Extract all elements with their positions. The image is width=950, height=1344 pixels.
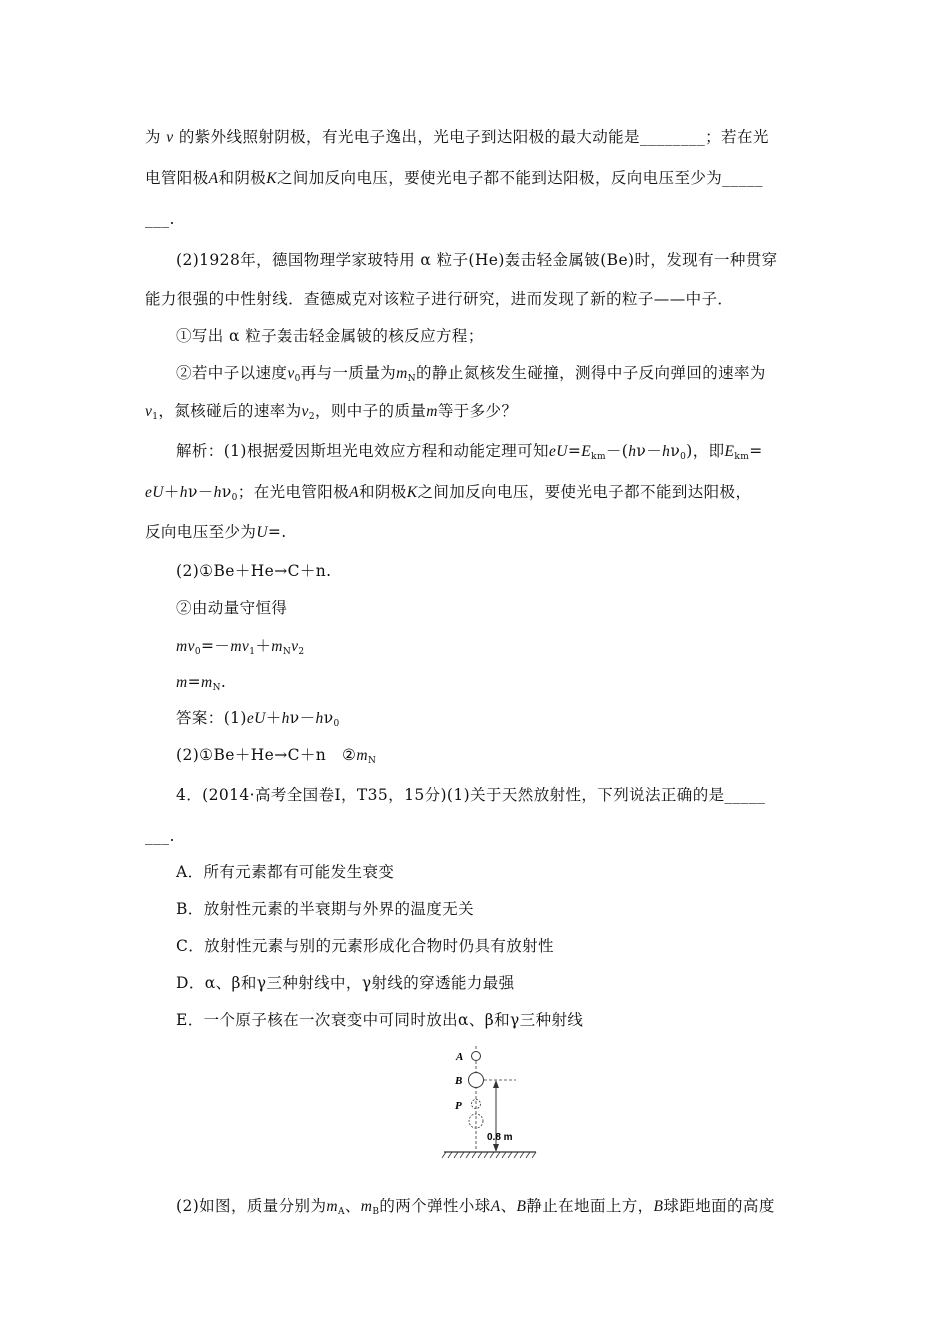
line-9: 解析：(1)根据爱因斯坦光电效应方程和动能定理可知$eU=E_{km}-(h\nu-h\nu_0)$，即$E_{km}=$	[176, 442, 763, 462]
option-d: D．α、β和γ三种射线中，γ射线的穿透能力最强	[176, 974, 515, 992]
line-3: ___.	[145, 210, 175, 228]
line-12: (2)①Be＋He→C＋n.	[176, 562, 332, 580]
label-a: A	[456, 1051, 464, 1063]
line-14: $mv_0=-mv_1+m_Nv_2$	[176, 637, 305, 657]
line-11: 反向电压至少为U=.	[145, 523, 287, 541]
line-7: ②若中子以速度$v_0$再与一质量为$m_N$的静止氮核发生碰撞，测得中子反向弹回的速率为	[176, 364, 766, 384]
line-16: 答案：$(1)eU+h\nu-h\nu_0$	[176, 709, 340, 729]
ball-a	[472, 1052, 481, 1061]
option-c: C．放射性元素与别的元素形成化合物时仍具有放射性	[176, 937, 554, 955]
ball-drop-figure	[440, 1046, 540, 1164]
line-4: (2)1928年，德国物理学家玻特用 α 粒子(He)轰击轻金属铍(Be)时，发现有一种贯穿	[176, 251, 778, 269]
height-label: 0.8 m	[487, 1132, 513, 1143]
option-b: B．放射性元素的半衰期与外界的温度无关	[176, 900, 474, 918]
label-b: B	[455, 1075, 463, 1087]
line-18: 4．(2014·高考全国卷Ⅰ，T35，15分)(1)关于天然放射性，下列说法正确的是_____	[176, 786, 766, 804]
option-e: E．一个原子核在一次衰变中可同时放出α、β和γ三种射线	[176, 1011, 584, 1029]
line-10: $eU+h\nu-h\nu_0$；在光电管阳极A和阴极K之间加反向电压，要使光电子都不能到达阳极，	[145, 483, 752, 503]
line-17: (2)①Be＋He→C＋n $②m_N$	[176, 746, 377, 766]
option-a: A．所有元素都有可能发生衰变	[176, 863, 395, 881]
line-8: $v_1$，氮核碰后的速率为$v_2$，则中子的质量m等于多少？	[145, 402, 518, 422]
line-13: ②由动量守恒得	[176, 599, 288, 617]
line-15: $m=m_N$.	[176, 673, 227, 693]
line-2: 电管阳极A和阴极K之间加反向电压，要使光电子都不能到达阳极，反向电压至少为_____	[145, 169, 763, 187]
line-1: 为 ν 的紫外线照射阴极，有光电子逸出，光电子到达阳极的最大动能是________；若在光	[145, 128, 769, 146]
line-5: 能力很强的中性射线．查德威克对该粒子进行研究，进而发现了新的粒子——中子．	[145, 290, 734, 308]
line-19: ___.	[145, 827, 175, 845]
line-6: ①写出 α 粒子轰击轻金属铍的核反应方程；	[176, 327, 484, 345]
label-p: P	[455, 1100, 462, 1112]
line-25: (2)如图，质量分别为$m_A$、$m_B$的两个弹性小球A、B静止在地面上方，B球距地面的高度	[176, 1197, 775, 1217]
ball-b	[469, 1073, 484, 1088]
